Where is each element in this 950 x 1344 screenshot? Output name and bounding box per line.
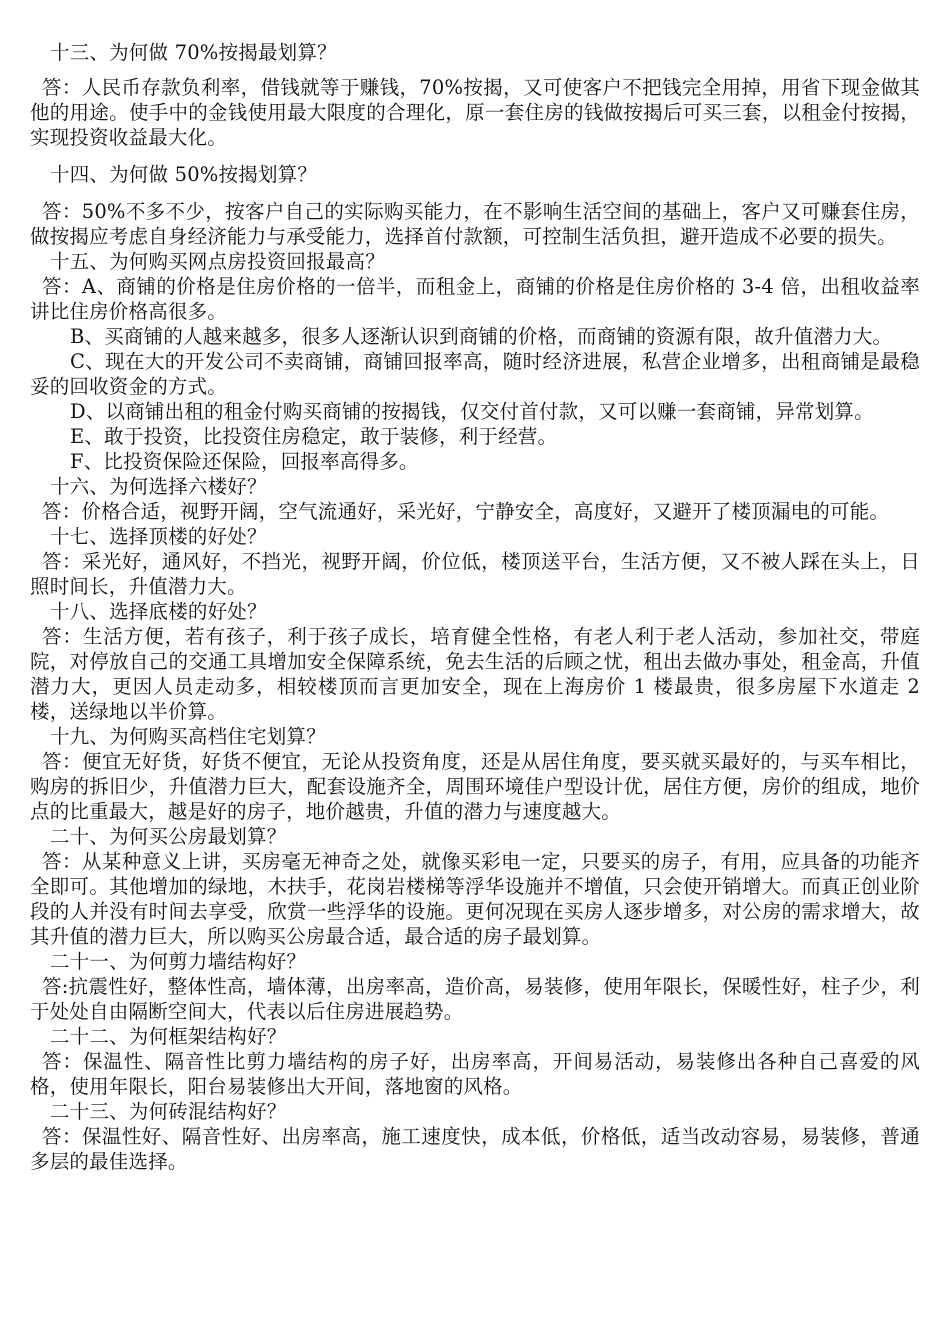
answer-paragraph: 答：从某种意义上讲，买房毫无神奇之处，就像买彩电一定，只要买的房子，有用，应具备的功能齐全即可。其他增加的绿地，木扶手，花岗岩楼梯等浮华设施并不增值，只会使开销增大。而真正创业阶段的人并没有时间去享受，欣赏一些浮华的设施。更何况现在买房人逐步增多，对公房的需求增大，故其升值的潜力巨大，所以购买公房最合适，最合适的房子最划算。 xyxy=(30,850,920,948)
question-heading: 十五、为何购买网点房投资回报最高？ xyxy=(50,250,385,273)
question-heading: 十七、选择顶楼的好处？ xyxy=(50,525,267,548)
answer-point: D、以商铺出租的租金付购买商铺的按揭钱，仅交付首付款，又可以赚一套商铺，异常划算。 xyxy=(70,400,874,423)
question-heading: 二十二、为何框架结构好？ xyxy=(50,1025,287,1048)
question-heading: 十九、为何购买高档住宅划算？ xyxy=(50,725,326,748)
answer-paragraph: 答：便宜无好货，好货不便宜，无论从投资角度，还是从居住角度，要买就买最好的，与买车相比，购房的拆旧少，升值潜力巨大，配套设施齐全，周围环境佳户型设计优，居住方便，房价的组成，地价点的比重最大，越是好的房子，地价越贵，升值的潜力与速度越大。 xyxy=(30,750,920,823)
question-heading: 十六、为何选择六楼好？ xyxy=(50,475,267,498)
question-heading: 二十三、为何砖混结构好？ xyxy=(50,1100,287,1123)
answer-point: C、现在大的开发公司不卖商铺，商铺回报率高，随时经济进展，私营企业增多，出租商铺是最稳妥的回收资金的方式。 xyxy=(30,350,920,398)
question-heading: 十四、为何做 50%按揭划算？ xyxy=(50,163,318,186)
question-heading: 二十、为何买公房最划算？ xyxy=(50,825,287,848)
answer-paragraph: 答：价格合适，视野开阔，空气流通好，采光好，宁静安全，高度好，又避开了楼顶漏电的可能。 xyxy=(42,500,890,523)
document-page xyxy=(30,40,920,1174)
answer-paragraph: 答:抗震性好，整体性高，墙体薄，出房率高，造价高，易装修，使用年限长，保暖性好，柱子少，利于处处自由隔断空间大，代表以后住房进展趋势。 xyxy=(30,975,920,1023)
answer-paragraph: 答：A、商铺的价格是住房价格的一倍半，而租金上，商铺的价格是住房价格的 3-4 倍，出租收益率讲比住房价格高很多。 xyxy=(30,275,920,323)
question-heading: 十三、为何做 70%按揭最划算？ xyxy=(50,41,337,64)
answer-point: B、买商铺的人越来越多，很多人逐渐认识到商铺的价格，而商铺的资源有限，故升值潜力大。 xyxy=(70,325,893,348)
answer-point: E、敢于投资，比投资住房稳定，敢于装修，利于经营。 xyxy=(70,425,558,448)
question-heading: 十八、选择底楼的好处？ xyxy=(50,600,267,623)
answer-paragraph: 答：50%不多不少，按客户自己的实际购买能力，在不影响生活空间的基础上，客户又可赚套住房，做按揭应考虑自身经济能力与承受能力，选择首付款额，可控制生活负担，避开造成不必要的损失。 xyxy=(30,200,920,248)
answer-paragraph: 答：保温性、隔音性比剪力墙结构的房子好，出房率高，开间易活动，易装修出各种自己喜爱的风格，使用年限长，阳台易装修出大开间，落地窗的风格。 xyxy=(30,1050,920,1098)
answer-paragraph: 答：人民币存款负利率，借钱就等于赚钱，70%按揭，又可使客户不把钱完全用掉，用省下现金做其他的用途。使手中的金钱使用最大限度的合理化，原一套住房的钱做按揭后可买三套，以租金付按揭，实现投资收益最大化。 xyxy=(30,76,920,149)
answer-paragraph: 答：采光好，通风好，不挡光，视野开阔，价位低，楼顶送平台，生活方便，又不被人踩在头上，日照时间长，升值潜力大。 xyxy=(30,550,920,598)
question-heading: 二十一、为何剪力墙结构好？ xyxy=(50,950,307,973)
answer-paragraph: 答：生活方便，若有孩子，利于孩子成长，培育健全性格，有老人利于老人活动，参加社交，带庭院，对停放自己的交通工具增加安全保障系统，免去生活的后顾之忧，租出去做办事处，租金高，升值潜力大，更因人员走动多，相较楼顶而言更加安全，现在上海房价 1 楼最贵，很多房屋下水道走 2 楼，送绿地以半价算。 xyxy=(30,625,920,723)
answer-point: F、比投资保险还保险，回报率高得多。 xyxy=(70,450,419,473)
answer-paragraph: 答：保温性好、隔音性好、出房率高，施工速度快，成本低，价格低，适当改动容易，易装修，普通多层的最佳选择。 xyxy=(30,1125,920,1173)
